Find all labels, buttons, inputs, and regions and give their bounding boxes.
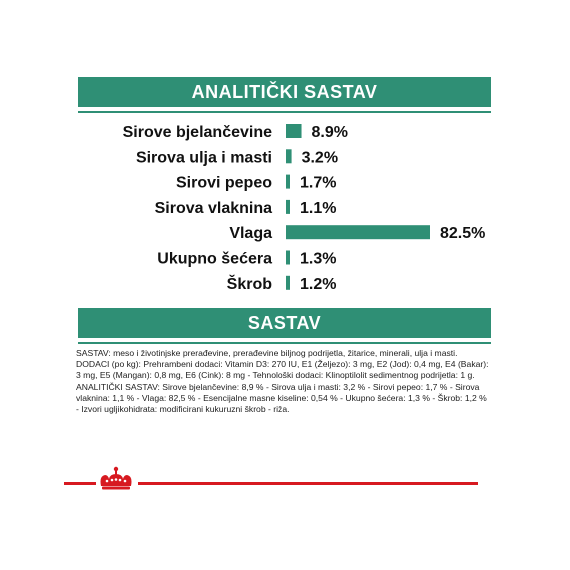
category-label: Sirova ulja i masti bbox=[135, 149, 272, 167]
crown-icon bbox=[96, 466, 136, 492]
bar bbox=[286, 251, 290, 265]
category-label: Sirova vlaknina bbox=[154, 199, 272, 217]
category-label: Sirove bjelančevine bbox=[122, 124, 272, 141]
composition-header-text: SASTAV bbox=[247, 313, 322, 333]
composition-header bbox=[78, 308, 491, 338]
composition-text: SASTAV: meso i životinjske prerađevine, prerađevine biljnog podrijetla, žitarice, minerali, ulja i masti. DODACI (po kg): Prehrambeni dodaci: Vitamin D3: 270 IU, E1 (Željezo): 3 mg, E2 (Jod): 0,4 mg, E4 (Bakar): 3 mg, E5 (Mangan): 0,8 mg, E6 (Cink): 8 mg - Tehnološki dodaci: Klinoptilolit sedimentnog podrijetla: 1 g. ANALITIČKI SASTAV: Sirove bjelančevine: 8,9 % - Sirova ulja i masti: 3,2 % - Sirovi pepeo: 1,7 % - Sirova vlaknina: 1,1 % - Vlaga: 82,5 % - Esencijalne masne kiseline: 0,54 % - Ukupno šećera: 1,3 % - Škrob: 1,2 % - Izvori ugljikohidrata: modificirani kukuruzni škrob - riža. bbox=[76, 348, 489, 415]
analysis-header bbox=[78, 77, 491, 107]
category-label: Sirovi pepeo bbox=[175, 174, 272, 192]
composition-header-rule bbox=[78, 342, 491, 344]
value-label: 3.2% bbox=[301, 149, 339, 167]
value-label: 82.5% bbox=[440, 225, 486, 243]
value-label: 1.1% bbox=[300, 199, 337, 217]
bar bbox=[286, 276, 290, 290]
bar bbox=[286, 200, 290, 214]
value-label: 1.3% bbox=[300, 250, 337, 268]
value-label: 1.7% bbox=[300, 174, 337, 192]
category-label: Ukupno šećera bbox=[157, 250, 272, 268]
analysis-header-text: ANALITIČKI SASTAV bbox=[191, 82, 378, 102]
bar bbox=[286, 124, 302, 138]
footer-divider-left bbox=[64, 482, 96, 485]
value-label: 8.9% bbox=[311, 124, 349, 141]
category-label: Škrob bbox=[226, 275, 272, 293]
value-label: 1.2% bbox=[300, 275, 337, 293]
bar bbox=[286, 175, 290, 189]
footer-divider-right bbox=[138, 482, 478, 485]
category-label: Vlaga bbox=[229, 225, 272, 243]
nutrient-bar-chart bbox=[0, 110, 570, 300]
bar bbox=[286, 225, 430, 239]
bar bbox=[286, 149, 292, 163]
